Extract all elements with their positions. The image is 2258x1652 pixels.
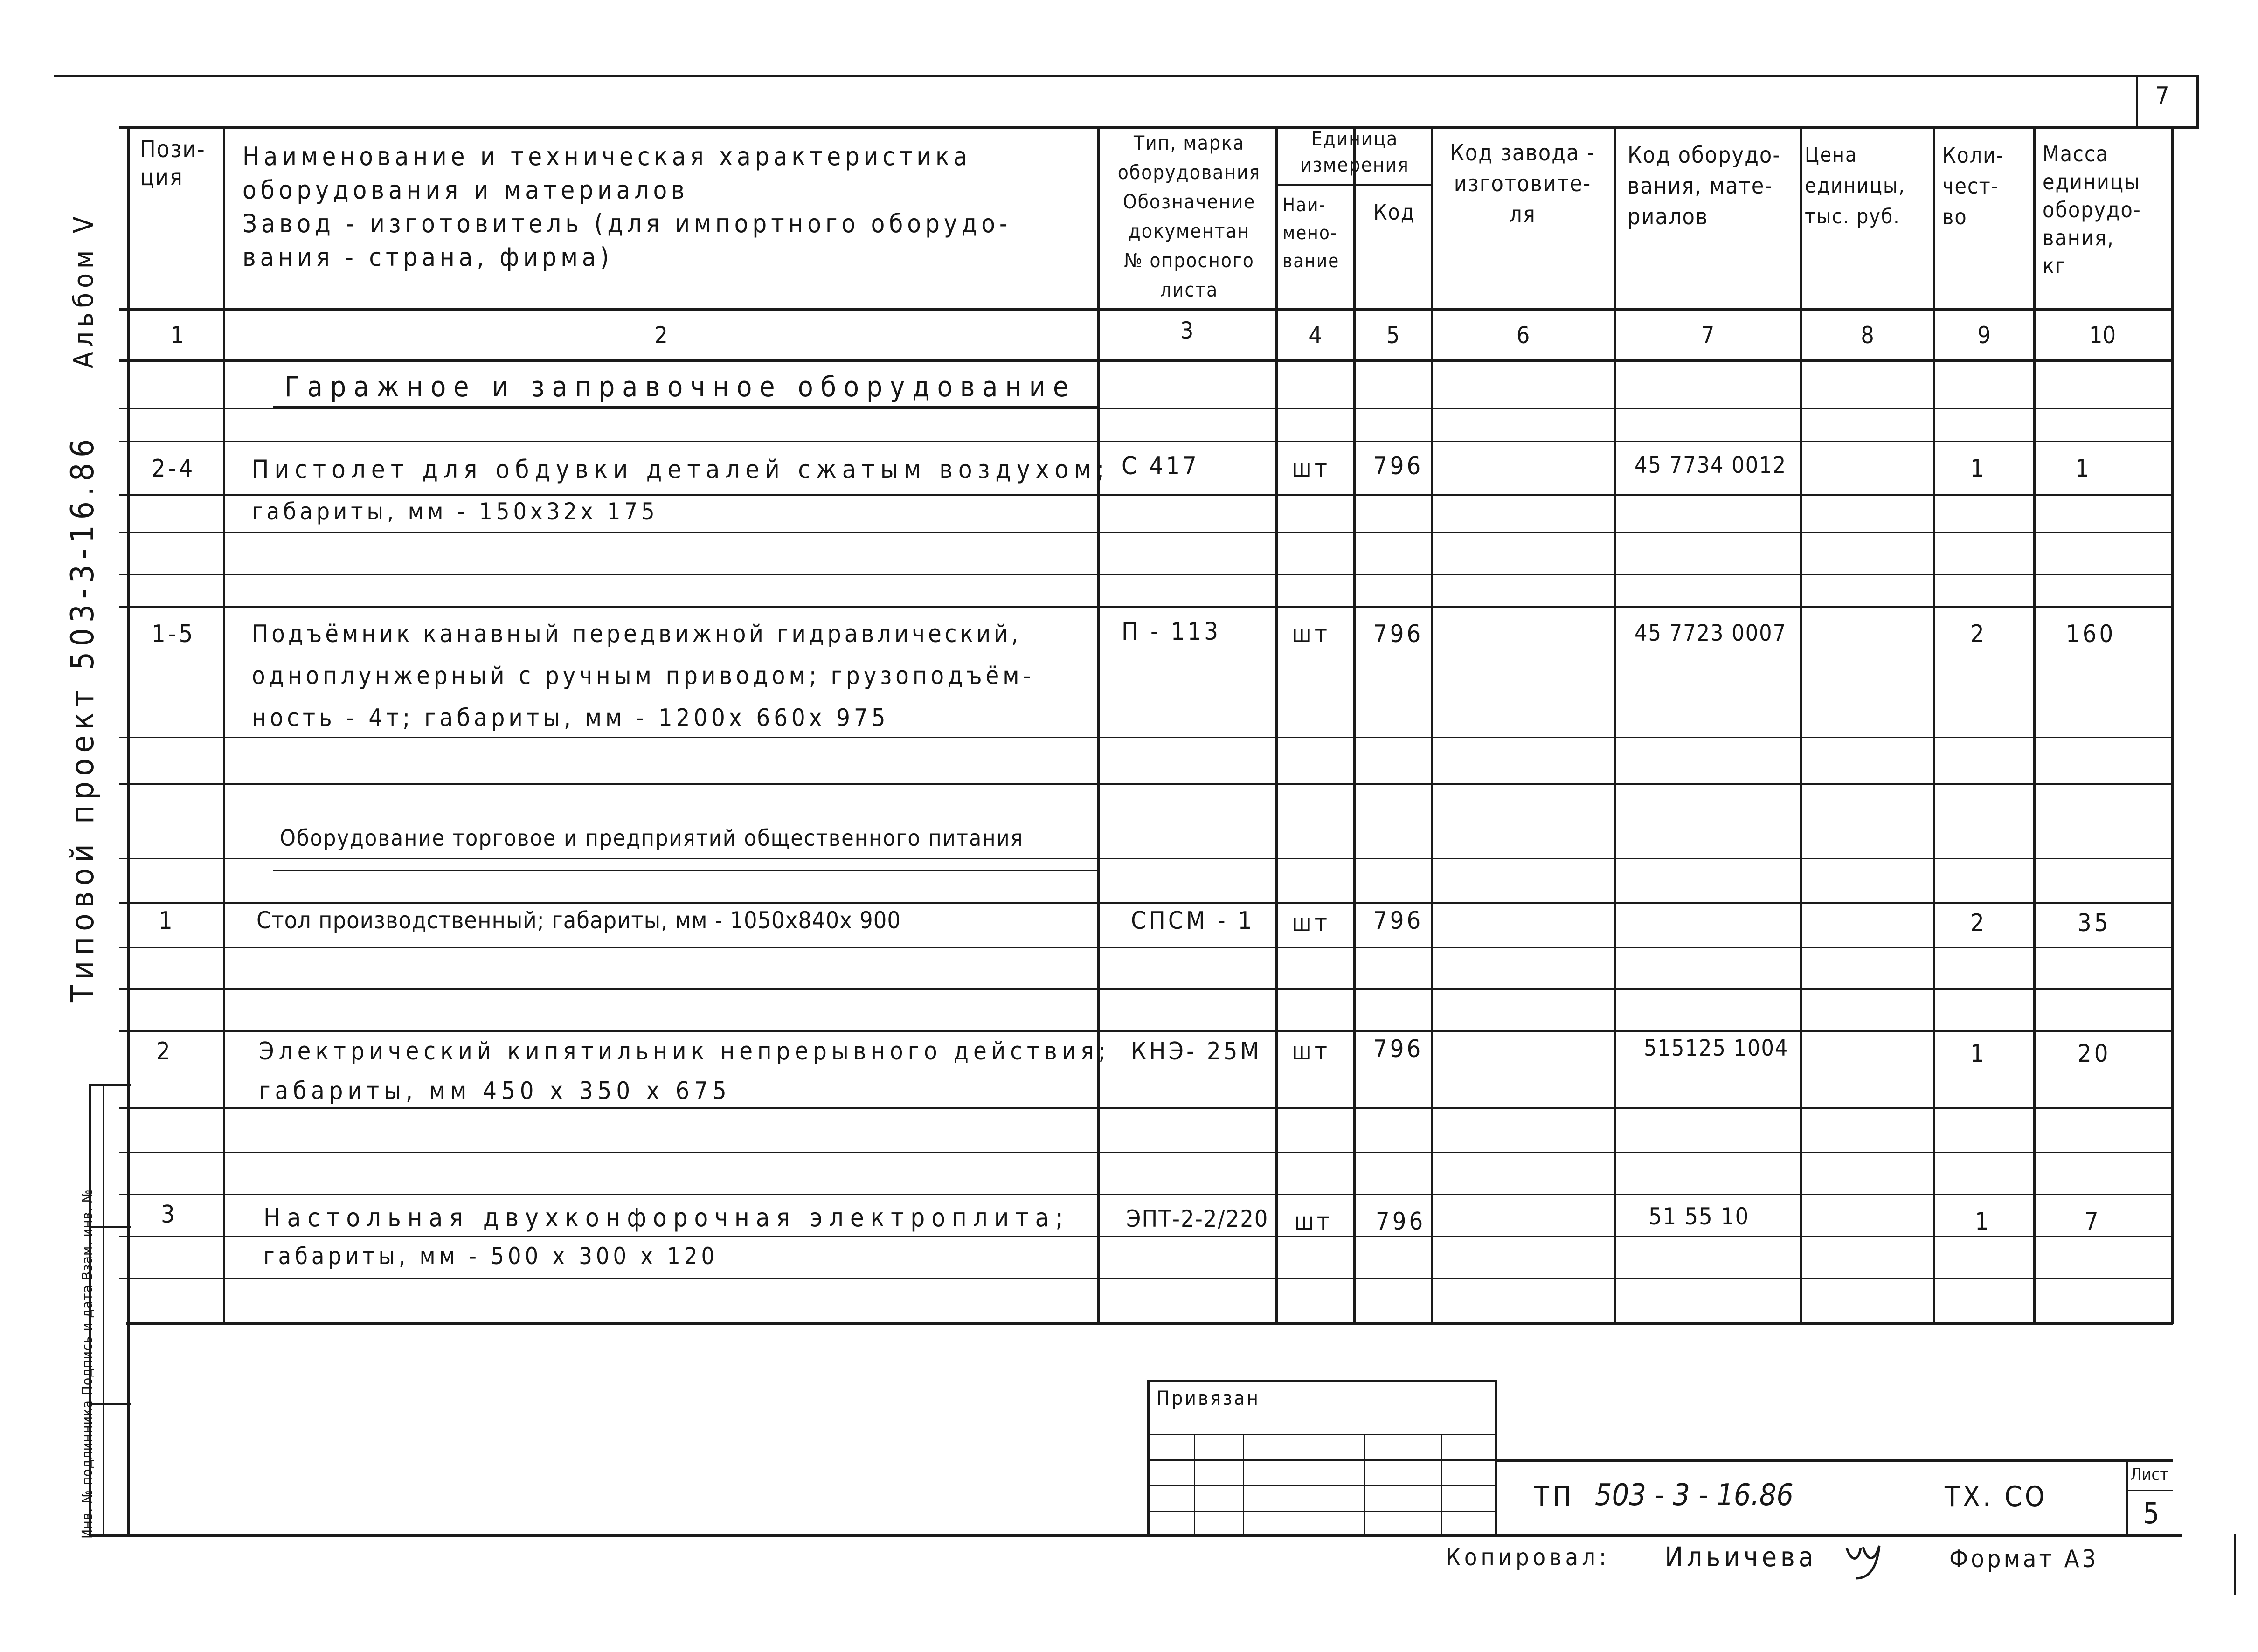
top-border-line	[54, 75, 2199, 77]
column-number: 6	[1516, 322, 1530, 349]
item-equipment-code: 45 7734 0012	[1635, 452, 1787, 478]
item-equipment-code: 515125 1004	[1644, 1035, 1789, 1061]
item-unit-code: 796	[1373, 907, 1424, 935]
title-block-top	[1495, 1459, 2173, 1462]
row-line	[119, 988, 2171, 990]
row-line	[119, 783, 2171, 785]
section-heading: Гаражное и заправочное оборудование	[284, 371, 1076, 403]
header-unit-code: Код	[1373, 200, 1415, 225]
header-unit: Единица измерения	[1300, 127, 1409, 176]
item-name-line: одноплунжерный с ручным приводом; грузоподъём-	[252, 662, 1035, 690]
row-line	[119, 494, 2171, 496]
section-underline	[273, 870, 1098, 871]
corner-box-right	[2196, 75, 2199, 126]
side-strip-top	[89, 1084, 131, 1086]
row-line	[119, 858, 2171, 859]
header-price: Цена единицы, тыс. руб.	[1805, 143, 1905, 228]
column-number: 3	[1180, 317, 1194, 344]
row-line	[119, 532, 2171, 533]
row-line	[119, 408, 2171, 409]
item-quantity: 1	[1970, 455, 1987, 483]
column-number: 8	[1861, 322, 1874, 349]
item-name-line: габариты, мм - 150х32х 175	[252, 498, 658, 525]
colnum-bottom-line	[119, 359, 2171, 362]
row-line	[119, 1152, 2171, 1153]
section-heading: Оборудование торговое и предприятий общественного питания	[280, 825, 1024, 851]
sheet-number: 5	[2143, 1496, 2160, 1530]
header-position: Пози- ция	[140, 136, 206, 191]
copied-name: Ильичева	[1665, 1541, 1817, 1573]
column-number: 4	[1309, 322, 1322, 349]
item-type: КНЭ- 25М	[1131, 1037, 1262, 1065]
item-name-line: Подъёмник канавный передвижной гидравлический,	[252, 620, 1022, 648]
stamp-grid-v	[1364, 1434, 1365, 1536]
item-name-line: Электрический кипятильник непрерывного действия;	[259, 1037, 1110, 1065]
inventory-label: Инв. № подлинника Подпись и дата Взам. инв. №	[79, 1189, 96, 1539]
col-line	[1097, 126, 1100, 1324]
row-line	[119, 1030, 2171, 1032]
item-mass: 35	[2078, 909, 2111, 937]
item-quantity: 2	[1970, 620, 1987, 648]
sheet-label: Лист	[2130, 1465, 2169, 1484]
item-type: ЭПТ-2-2/220	[1126, 1205, 1269, 1232]
header-name: Наименование и техническая характеристика оборудования и материалов Завод - изготовитель (для импортного оборудо- вания - страна, фирма)	[242, 142, 1012, 272]
row-line	[119, 1278, 2171, 1279]
item-unit-code: 796	[1373, 1035, 1424, 1063]
row-line	[119, 902, 2171, 904]
sheet-box-mid	[2126, 1490, 2173, 1491]
row-line	[119, 441, 2171, 442]
stamp-grid-v	[1243, 1434, 1244, 1536]
project-label: Типовой проект 503-3-16.86	[64, 433, 101, 1002]
item-type: СПСМ - 1	[1131, 907, 1255, 935]
column-number: 9	[1977, 322, 1991, 349]
column-number: 5	[1386, 322, 1400, 349]
col-line	[1353, 126, 1356, 1324]
col-line	[1933, 126, 1935, 1324]
stamp-grid-v	[1194, 1434, 1195, 1536]
item-mass: 160	[2066, 620, 2116, 648]
item-equipment-code: 51 55 10	[1648, 1203, 1750, 1230]
row-line	[119, 947, 2171, 948]
item-mass: 7	[2085, 1208, 2101, 1236]
item-name-line: ность - 4т; габариты, мм - 1200х 660х 975	[252, 704, 889, 732]
stamp-grid-v	[1441, 1434, 1442, 1536]
table-bottom-line	[126, 1322, 2173, 1325]
sheet-corner-number: 7	[2155, 82, 2169, 110]
item-quantity: 1	[1970, 1040, 1987, 1068]
item-unit: шт	[1292, 455, 1330, 483]
item-position: 2-4	[152, 455, 196, 483]
column-number: 2	[654, 322, 668, 349]
item-unit: шт	[1292, 620, 1330, 648]
item-mass: 1	[2075, 455, 2092, 483]
col-line	[1614, 126, 1616, 1324]
format-label: Формат А3	[1949, 1545, 2099, 1573]
stamp-box-right	[1495, 1380, 1497, 1536]
col-line	[2033, 126, 2036, 1324]
header-bottom-line	[119, 308, 2171, 311]
col-line	[1431, 126, 1433, 1324]
item-type: С 417	[1122, 452, 1199, 480]
item-position: 3	[161, 1201, 178, 1229]
col-line	[1800, 126, 1802, 1324]
section-underline	[273, 406, 1098, 408]
row-line	[119, 1236, 2171, 1237]
item-equipment-code: 45 7723 0007	[1635, 620, 1787, 646]
corner-box-left	[2136, 75, 2138, 126]
frame-right-line	[2171, 126, 2174, 1324]
stamp-box-top	[1147, 1380, 1497, 1382]
row-line	[119, 606, 2171, 608]
header-type: Тип, марка оборудования Обозначение документан № опросного листа	[1117, 131, 1261, 301]
doc-code-prefix: ТП	[1534, 1480, 1575, 1512]
item-unit-code: 796	[1376, 1208, 1426, 1236]
header-quantity: Коли- чест- во	[1942, 143, 2004, 229]
column-number: 7	[1701, 322, 1715, 349]
column-number: 1	[170, 322, 184, 349]
header-factory-code: Код завода - изготовите- ля	[1450, 140, 1595, 228]
album-label: Альбом V	[68, 212, 99, 368]
item-unit: шт	[1294, 1208, 1333, 1236]
item-name-line: Стол производственный; габариты, мм - 1050х840х 900	[256, 907, 901, 934]
header-mass: Масса единицы оборудо- вания, кг	[2043, 141, 2141, 278]
stamp-grid-h	[1147, 1485, 1497, 1486]
row-line	[119, 1194, 2171, 1195]
right-edge-mark	[2234, 1534, 2236, 1595]
item-unit-code: 796	[1373, 452, 1424, 480]
header-equipment-code: Код оборудо- вания, мате- риалов	[1628, 142, 1781, 230]
side-strip-mid	[103, 1084, 104, 1536]
item-name-line: габариты, мм 450 х 350 х 675	[259, 1077, 731, 1105]
section-code: ТХ. СО	[1945, 1480, 2048, 1513]
col-line	[1275, 126, 1278, 1324]
copied-label: Копировал:	[1446, 1544, 1610, 1571]
item-position: 2	[156, 1037, 173, 1065]
row-line	[119, 1107, 2171, 1109]
stamp-box-left	[1147, 1380, 1150, 1536]
item-name-line: Пистолет для обдувки деталей сжатым воздухом;	[252, 455, 1110, 484]
stamp-grid-h	[1147, 1434, 1497, 1435]
item-name-line: Настольная двухконфорочная электроплита;	[263, 1203, 1070, 1232]
sheet-box-left	[2126, 1459, 2128, 1536]
item-position: 1-5	[152, 620, 196, 648]
unit-header-line	[1275, 184, 1432, 186]
item-unit: шт	[1292, 909, 1330, 937]
stamp-grid-h	[1147, 1511, 1497, 1512]
row-line	[119, 737, 2171, 738]
header-unit-name: Наи- мено- вание	[1282, 194, 1340, 272]
item-position: 1	[159, 907, 175, 935]
item-unit-code: 796	[1373, 620, 1424, 648]
signature-mark	[1842, 1534, 1893, 1585]
item-name-line: габариты, мм - 500 х 300 х 120	[263, 1243, 719, 1270]
item-quantity: 1	[1975, 1208, 1992, 1236]
col-line	[223, 126, 225, 1324]
item-quantity: 2	[1970, 909, 1987, 937]
row-line	[119, 574, 2171, 575]
stamp-grid-h	[1147, 1459, 1497, 1461]
privyazan-label: Привязан	[1157, 1387, 1260, 1410]
frame-left-line	[127, 126, 130, 1536]
item-mass: 20	[2078, 1040, 2111, 1068]
doc-code-number: 503 - 3 - 16.86	[1595, 1478, 1794, 1513]
column-number: 10	[2089, 322, 2116, 349]
item-type: П - 113	[1122, 618, 1221, 646]
item-unit: шт	[1292, 1037, 1330, 1065]
